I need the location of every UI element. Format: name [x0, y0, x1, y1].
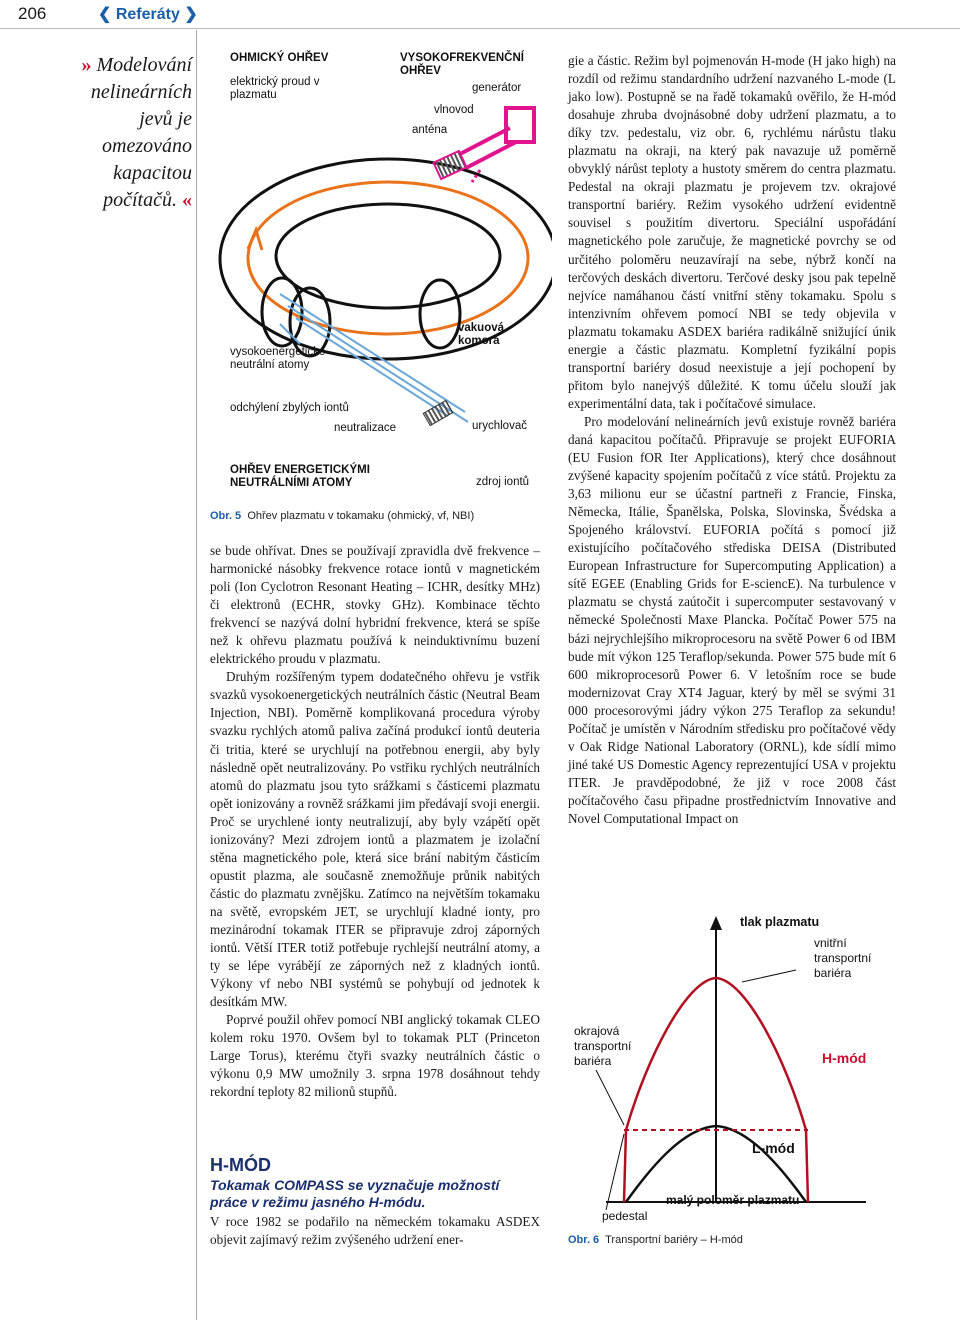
pull-quote [60, 52, 192, 214]
h-mode-subheading: Tokamak COMPASS se vyznačuje možností práce v režimu jasného H-módu. [210, 1177, 500, 1210]
label-ohmic: OHMICKÝ OHŘEV [230, 52, 329, 64]
quote-close-mark: « [182, 189, 192, 211]
label-antenna: anténa [412, 124, 448, 136]
figure-6 [566, 910, 896, 1255]
figure-5 [210, 44, 552, 534]
left-paragraph-1: se bude ohřívat. Dnes se používají zpravidla dvě frekvence – harmonické násobky frekvence rotace iontů v magnetickém poli (Ion Cyclotron Resonant Heating – ICHR, desítky MHz) či elektronů (ECHR, stovky GHz). Kombinace těchto frekvencí se nazývá dolní hybridní frekvence, která se spíše než k ohřevu plazmatu používá k neinduktivnímu buzení elektrického proudu v plazmatu. [210, 543, 540, 667]
left-column [210, 542, 540, 1101]
section-title: ❮ Referáty ❯ [98, 6, 198, 23]
accelerator-grid [423, 400, 453, 425]
figure-5-caption-text: Ohřev plazmatu v tokamaku (ohmický, vf, NBI) [247, 510, 475, 522]
figure-6-caption-text: Transportní bariéry – H-mód [605, 1234, 743, 1246]
page-number: 206 [18, 4, 47, 23]
label-ion-source: zdroj iontů [476, 476, 530, 488]
figure-5-number: Obr. 5 [210, 510, 242, 522]
label-pedestal: pedestal [602, 1209, 648, 1223]
label-internal-barrier: vnitřní transportní bariéra [814, 936, 872, 980]
label-generator: generátor [472, 82, 522, 94]
right-paragraph-1: gie a částic. Režim byl pojmenován H-mode (H jako high) na rozdíl od režimu standardního udržení nazvaného L-mode (L jako low). Postupně se na řadě tokamaků ověřilo, že H-mód dosahuje zhruba dvojnásobné doby udržení plazmatu, a to díky tzv. pedestalu, viz obr. 6, rychlému nárůstu tlaku plazmatu na okraji, na který pak navazuje už poměrně obvyklý nárůst teploty a hustoty směrem do centra plazmatu. Pedestal na okraji plazmatu je projevem tzv. okrajové transportní bariéry. Režim vysokého udržení evidentně souvisel s použitím divertoru. Speciální uspořádání magnetického pole zaručuje, že magnetické povrchy se od určitého poloměru neuzavírají na sebe, nýbrž končí na terčových deskách divertoru. Terčové desky jsou pak tepelně nejvíce namáhanou částí vnitřní stěny tokamaku. Spolu s intenzivním ohřevem pomocí NBI se tedy objevila v plazmatu tokamaku ASDEX bariéra radikálně snižující únik energie a částic plazmatu. Kompletní fyzikální popis transportní bariéry dosud neexistuje a její pochopení by přitom bylo nanejvýš důležité. K tomu účelu slouží jak experimentální data, tak i počítačové simulace. [568, 53, 896, 411]
torus-inner [276, 204, 500, 308]
h-mode-body: V roce 1982 se podařilo na německém tokamaku ASDEX objevit zajímavý režim zvýšeného udržení ener- [210, 1214, 540, 1247]
label-edge-barrier: okrajová transportní bariéra [574, 1024, 632, 1068]
figure-6-caption [568, 1234, 743, 1246]
current-arrow [248, 230, 262, 250]
label-rf: VYSOKOFREKVENČNÍ OHŘEV [400, 52, 524, 77]
column-divider [196, 30, 197, 1320]
label-deflection: odchýlení zbylých iontů [230, 402, 349, 414]
label-neutral-atoms: vysokoenergetické neutrální atomy [230, 346, 326, 371]
left-paragraph-2: Druhým rozšířeným typem dodatečného ohřevu je vstřik svazků vysokoenergetických neutrálních částic (Neutral Beam Injection, NBI). Poměrně komplikovaná procedura výroby svazku rychlých atomů paliva začíná produkcí iontů deuteria či tritia, které se urychlují na potřebnou energii, aby byly následně opět neutralizovány. Po vstřiku rychlých neutrálních atomů do plazmatu jsou tyto srážkami s částicemi plazmatu opět ionizovány a rovněž srážkami jim předávají svoji energii. Proč se urychlené ionty neutralizují, aby byly vzápětí opět ionizovány? Mezi zdrojem iontů a plazmatem je izolační stěna magnetického pole, která sice brání nabitým částicím opustit plazma, ale současně znemožňuje průnik nabitých částic do plazmatu zvnějšku. Zatímco na největším tokamaku na světě, evropském JET, se urychlují kladné ionty, pro mezinárodní tokamak ITER se připravuje zdroj záporných iontů. Větší ITER totiž potřebuje rychlejší neutrální atomy, a ty se lépe vyrábějí ze záporných než z kladných iontů. Výkony vf nebo NBI systémů se pohybují od jednotek k desítkám MW. [210, 669, 540, 1010]
figure-5-caption [210, 510, 474, 522]
tokamak-heating-diagram [210, 44, 552, 514]
internal-pointer [742, 970, 796, 982]
label-accelerator: urychlovač [472, 420, 527, 432]
label-l-mode: L-mód [752, 1140, 795, 1156]
right-column [568, 52, 896, 828]
label-current: elektrický proud v plazmatu [230, 76, 320, 101]
pedestal-pointer [606, 1134, 624, 1210]
generator-box [506, 108, 534, 142]
left-paragraph-3: Poprvé použil ohřev pomocí NBI anglický tokamak CLEO kolem roku 1970. Ovšem byl to tokamak PLT (Princeton Large Torus), kterému čtyři svazky neutrálních částic o výkonu 0,9 MW umožnily 3. srpna 1978 dosáhnout tehdy rekordní teploty 82 milionů stupňů. [210, 1012, 540, 1100]
label-vessel: vakuová komora [458, 322, 505, 347]
coil-right [420, 280, 460, 348]
quote-open-mark: » [81, 54, 92, 76]
label-neutralizer: neutralizace [334, 422, 397, 434]
right-paragraph-2: Pro modelování nelineárních jevů existuje rovněž bariéra daná kapacitou počítačů. Připravuje se projekt EUFORIA (EU Fusion fOR Iter Applications), který chce dosáhnout zvýšené kapacity spojením počítačů z více států. Projektu za 3,63 milionu eur se účastní partneři z Francie, Finska, Německa, Itálie, Španělska, Polska, Slovinska, Švédska a Spojeného království. EUFORIA počítá s pomocí již existujícího počítačového střediska DEISA (Distributed European Infrastructure for Supercomputing Application) a sítě EGEE (Enabling Grids for E-sciencE). Na turbulence v plazmatu se chystá zaútočit i supercomputer sestavovaný v německé Společnosti Maxe Plancka. Počítač Power 575 na bázi nejrychlejšího mikroprocesoru na světě Power 6 od IBM bude mít výkon 125 Teraflop/sekunda. Power 575 bude mít 6 600 mikroprocesorů Power 6. V letošním roce se bude modernizovat Cray XT4 Jaguar, který by měl se svými 31 000 procesorovými jádry výkon 275 Teraflop za sekundu! Počítač je umístěn v Národním středisku pro počítačové vědy v Oak Ridge National Laboratory (ORNL), kde sídlí mimo jiné také US Domestic Agency reprezentující USA v projektu ITER. Je pravděpodobné, že již v roce 2008 část počítačového času připadne prostřednictvím Innovative and Novel Computational Impact on [568, 413, 896, 826]
label-h-mode: H-mód [822, 1050, 867, 1066]
label-minor-radius: malý poloměr plazmatu [666, 1193, 800, 1207]
y-axis-arrow [710, 916, 722, 930]
h-mode-heading: H-MÓD [210, 1155, 271, 1175]
label-pressure: tlak plazmatu [740, 915, 820, 929]
edge-pointer [596, 1070, 624, 1125]
pull-quote-text: Modelování nelineárních jevů je omezováno kapacitou počítačů. [90, 54, 192, 211]
figure-6-number: Obr. 6 [568, 1234, 600, 1246]
label-waveguide: vlnovod [434, 104, 474, 116]
label-nbi: OHŘEV ENERGETICKÝMI NEUTRÁLNÍMI ATOMY [230, 464, 370, 489]
